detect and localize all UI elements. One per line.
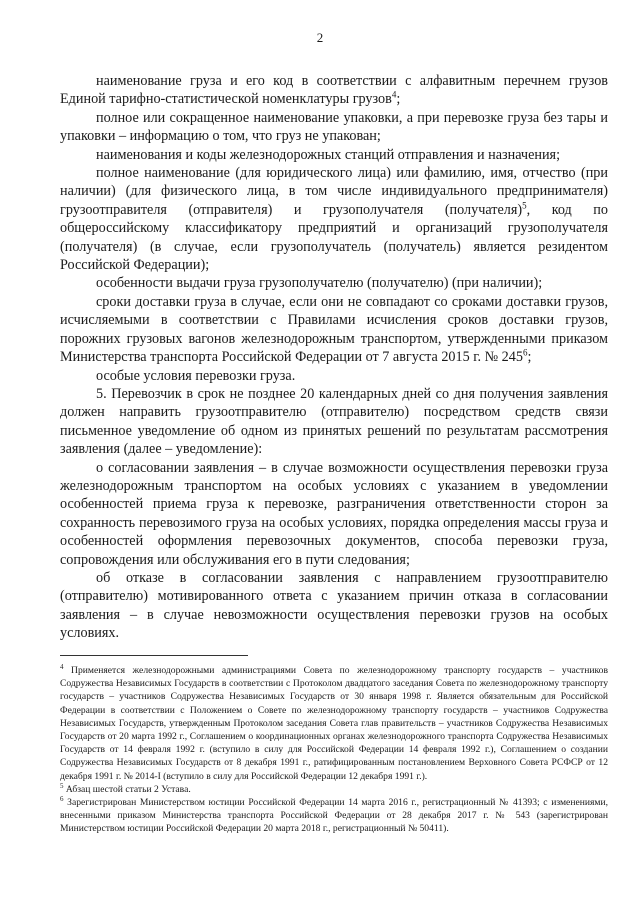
paragraph-refusal: об отказе в согласовании заявления с направлением грузоотправителю (отправителю) мотивированного ответа с указанием причин отказа в согласовании заявления – в случае невозможности осуществления перевозки грузов на особых условиях. bbox=[60, 569, 608, 642]
paragraph-approval: о согласовании заявления – в случае возможности осуществления перевозки груза железнодорожным транспортом на особых условиях с указанием в уведомлении особенностей приема груза к перевозке, разграничения ответственности сторон за сохранность перевозимого груза на особых условиях, порядка определения массы груза и особенностей оформления перевозочных документов, способа перевозки груза, сопровождения или обслуживания его в пути следования; bbox=[60, 459, 608, 568]
document-body bbox=[60, 72, 608, 643]
footnote-5: $^5$ Абзац шестой статьи 2 Устава. bbox=[60, 781, 191, 795]
footnote-ref-5: 5 bbox=[522, 200, 527, 211]
footnote-4: $^4$ Применяется железнодорожными администрациями Совета по железнодорожному транспорту государств – участников Содружества Независимых Государств в соответствии с Протоколом двадцатого заседания Совета по железнодорожному транспорту государств – участников Содружества Независимых Государств от 30 января 1998 г. Является обязательным для Российской Федерации в соответствии с Положением о Совете по железнодорожному транспорту государств – участников Содружества Независимых Государств, утвержденным Протоколом заседания Совета глав правительств – участников Содружества Независимых Государств от 20 марта 1992 г., Соглашением о координационных органах железнодорожного транспорта Содружества Независимых Государств от 14 февраля 1992 г. (вступило в силу для Российской Федерации 14 февраля 1992 г.), Соглашением о создании Содружества Независимых Государств от 8 декабря 1991 г., ратифицированным постановлением Верховного Совета РСФСР от 12 декабря 1991 г. № 2014-I (вступило в силу для Российской Федерации 12 декабря 1991 г.). bbox=[60, 662, 608, 782]
paragraph-clause-5: 5. Перевозчик в срок не позднее 20 календарных дней со дня получения заявления должен направить грузоотправителю (отправителю) посредством средств связи письменное уведомление об одном из принятых решений по результатам рассмотрения заявления (далее – уведомление): bbox=[60, 385, 608, 458]
paragraph-cargo-name: наименование груза и его код в соответствии с алфавитным перечнем грузов Единой тарифно-статистической номенклатуры грузов$^4$; bbox=[60, 73, 608, 108]
paragraph-delivery-features: особенности выдачи груза грузополучателю (получателю) (при наличии); bbox=[96, 275, 543, 292]
paragraph-delivery-terms: сроки доставки груза в случае, если они не совпадают со сроками доставки грузов, исчисляемыми в соответствии с Правилами исчисления сроков доставки грузов, порожних грузовых вагонов железнодорожным транспортом, утвержденными приказом Министерства транспорта Российской Федерации от 7 августа 2015 г. № $245^6$; bbox=[60, 293, 608, 366]
footnote-divider bbox=[60, 655, 248, 656]
footnotes bbox=[60, 664, 608, 836]
footnote-ref-6: 6 bbox=[522, 347, 528, 358]
footnote-6: $^6$ Зарегистрирован Министерством юстиции Российской Федерации 14 марта 2016 г., регистрационный № 41393; с изменениями, внесенными приказом Министерства транспорта Российской Федерации от 28 декабря 2017 г. № 543 (зарегистрирован Министерством юстиции Российской Федерации 20 марта 2018 г., регистрационный № 50411). bbox=[60, 794, 608, 835]
paragraph-special-conditions: особые условия перевозки груза. bbox=[96, 367, 296, 384]
paragraph-stations: наименования и коды железнодорожных станций отправления и назначения; bbox=[96, 146, 561, 163]
page-number: 2 bbox=[316, 30, 324, 45]
paragraph-packaging: полное или сокращенное наименование упаковки, а при перевозке груза без тары и упаковки – информацию о том, что груз не упакован; bbox=[60, 109, 608, 145]
footnote-ref-4: 4 bbox=[391, 89, 397, 100]
paragraph-shipper-consignee: полное наименование (для юридического лица) или фамилию, имя, отчество (при наличии) (для физического лица, в том числе индивидуального предпринимателя) грузоотправителя (отправителя) и грузополучателя (получателя)$^5$, код по общероссийскому классификатору предприятий и организаций грузополучателя (получателя) (в случае, если грузополучатель (получатель) является резидентом Российской Федерации); bbox=[60, 165, 608, 274]
